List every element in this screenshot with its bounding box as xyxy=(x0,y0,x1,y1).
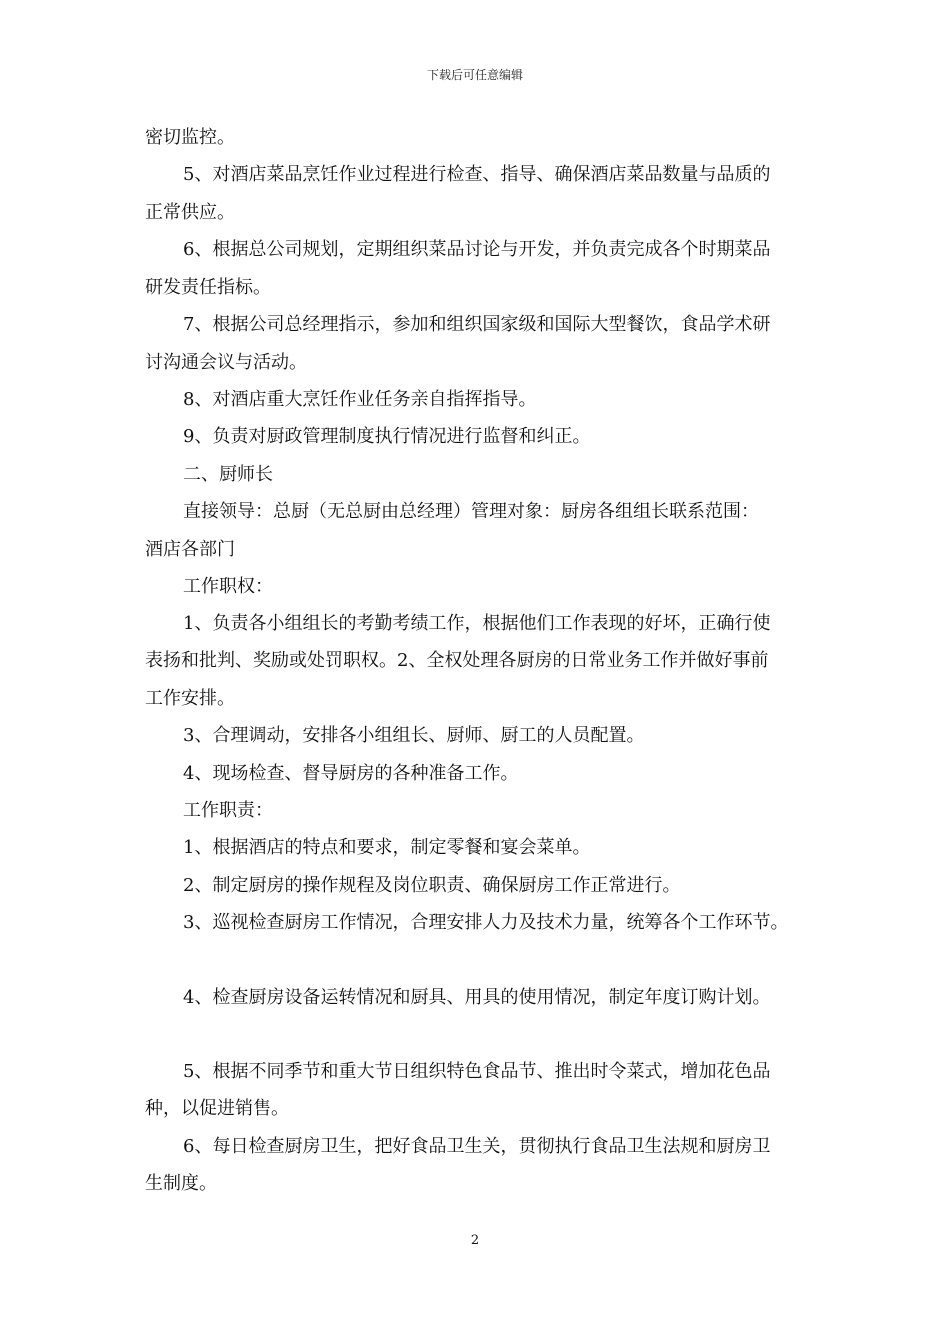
text-line: 密切监控。 xyxy=(145,127,235,148)
text-line: 生制度。 xyxy=(145,1173,217,1194)
text-line: 正常供应。 xyxy=(145,202,235,223)
text-line: 工作安排。 xyxy=(145,688,235,709)
text-line: 直接领导：总厨（无总厨由总经理）管理对象：厨房各组组长联系范围： xyxy=(183,501,759,522)
text-line: 酒店各部门 xyxy=(145,539,235,560)
text-line: 4、现场检查、督导厨房的各种准备工作。 xyxy=(183,763,519,784)
text-line: 8、对酒店重大烹饪作业任务亲自指挥指导。 xyxy=(183,389,537,410)
text-line: 9、负责对厨政管理制度执行情况进行监督和纠正。 xyxy=(183,426,591,447)
text-line: 7、根据公司总经理指示，参加和组织国家级和国际大型餐饮，食品学术研 xyxy=(183,314,771,335)
text-line: 种，以促进销售。 xyxy=(145,1098,289,1119)
text-line: 4、检查厨房设备运转情况和厨具、用具的使用情况，制定年度订购计划。 xyxy=(183,987,771,1008)
subheading: 工作职责： xyxy=(183,800,273,821)
text-line: 3、巡视检查厨房工作情况，合理安排人力及技术力量，统筹各个工作环节。 xyxy=(183,912,789,933)
section-heading: 二、厨师长 xyxy=(183,464,273,485)
text-line: 研发责任指标。 xyxy=(145,277,271,298)
text-line: 6、根据总公司规划，定期组织菜品讨论与开发，并负责完成各个时期菜品 xyxy=(183,239,771,260)
text-line: 2、制定厨房的操作规程及岗位职责、确保厨房工作正常进行。 xyxy=(183,875,681,896)
text-line: 5、对酒店菜品烹饪作业过程进行检查、指导、确保酒店菜品数量与品质的 xyxy=(183,164,771,185)
text-line: 1、根据酒店的特点和要求，制定零餐和宴会菜单。 xyxy=(183,837,591,858)
text-line: 1、负责各小组组长的考勤考绩工作，根据他们工作表现的好坏，正确行使 xyxy=(183,613,771,634)
text-line: 5、根据不同季节和重大节日组织特色食品节、推出时令菜式，增加花色品 xyxy=(183,1061,771,1082)
page-number: 2 xyxy=(470,1233,480,1248)
subheading: 工作职权： xyxy=(183,576,273,597)
text-line: 6、每日检查厨房卫生，把好食品卫生关，贯彻执行食品卫生法规和厨房卫 xyxy=(183,1136,771,1157)
page-header: 下载后可任意编辑 xyxy=(426,68,523,82)
text-line: 3、合理调动，安排各小组组长、厨师、厨工的人员配置。 xyxy=(183,725,645,746)
text-line: 讨沟通会议与活动。 xyxy=(145,352,307,373)
text-line: 表扬和批判、奖励或处罚职权。2、全权处理各厨房的日常业务工作并做好事前 xyxy=(145,650,769,671)
